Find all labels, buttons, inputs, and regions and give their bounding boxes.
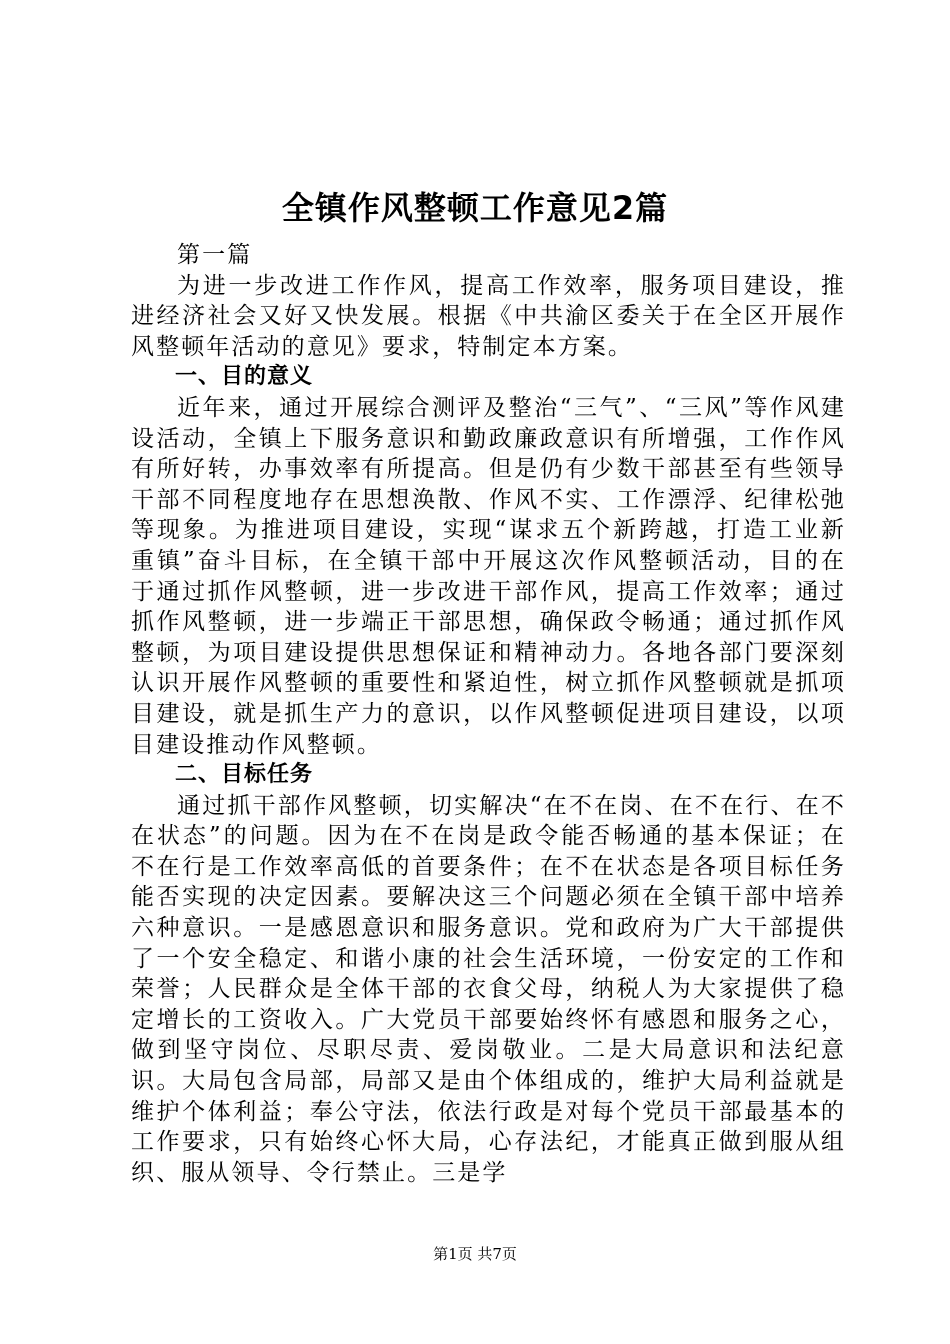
section-paragraph-purpose: 近年来，通过开展综合测评及整治“三气”、“三风”等作风建设活动，全镇上下服务意识和勤政廉政意识有所增强，工作作风有所好转，办事效率有所提高。但是仍有少数干部甚至有些领导干部不同程度地存在思想涣散、作风不实、工作漂浮、纪律松弛等现象。为推进项目建设，实现“谋求五个新跨越，打造工业新重镇”奋斗目标，在全镇干部中开展这次作风整顿活动，目的在于通过抓作风整顿，进一步改进干部作风，提高工作效率；通过抓作风整顿，进一步端正干部思想，确保政令畅通；通过抓作风整顿，为项目建设提供思想保证和精神动力。各地各部门要深刻认识开展作风整顿的重要性和紧迫性，树立抓作风整顿就是抓项目建设，就是抓生产力的意识，以作风整顿促进项目建设，以项目建设推动作风整顿。 (131, 394, 846, 758)
page-footer: 第1页 共7页 (433, 1245, 517, 1263)
section-paragraph-goals: 通过抓干部作风整顿，切实解决“在不在岗、在不在行、在不在状态”的问题。因为在不在岗是政令能否畅通的基本保证；在不在行是工作效率高低的首要条件；在不在状态是各项目标任务能否实现的决定因素。要解决这三个问题必须在全镇干部中培养六种意识。一是感恩意识和服务意识。党和政府为广大干部提供了一个安全稳定、和谐小康的社会生活环境，一份安定的工作和荣誉；人民群众是全体干部的衣食父母，纳税人为大家提供了稳定增长的工资收入。广大党员干部要始终怀有感恩和服务之心，做到坚守岗位、尽职尽责、爱岗敬业。二是大局意识和法纪意识。大局包含局部，局部又是由个体组成的，维护大局利益就是维护个体利益；奉公守法，依法行政是对每个党员干部最基本的工作要求，只有始终心怀大局，心存法纪，才能真正做到服从组织、服从领导、令行禁止。三是学 (131, 792, 846, 1186)
section-heading-purpose: 一、目的意义 (175, 364, 314, 390)
intro-paragraph: 为进一步改进工作作风，提高工作效率，服务项目建设，推进经济社会又好又快发展。根据《中共渝区委关于在全区开展作风整顿年活动的意见》要求，特制定本方案。 (131, 272, 846, 360)
document-body (131, 240, 846, 1188)
section-heading-goals: 二、目标任务 (175, 762, 314, 788)
document-title: 全镇作风整顿工作意见2篇 (281, 189, 669, 227)
part-label: 第一篇 (177, 242, 253, 268)
